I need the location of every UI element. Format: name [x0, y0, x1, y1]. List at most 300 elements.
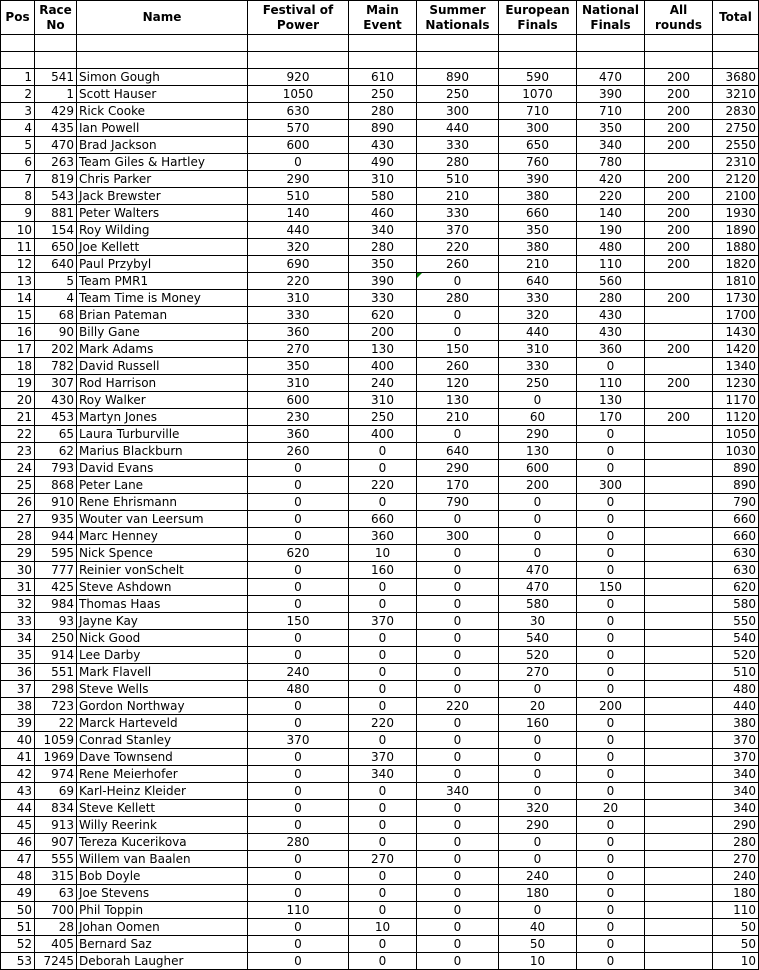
name-cell[interactable]: Joe Stevens [77, 885, 248, 902]
main-event-cell[interactable]: 310 [349, 171, 417, 188]
name-cell[interactable]: Rene Ehrismann [77, 494, 248, 511]
european-finals-cell[interactable]: 1070 [499, 86, 577, 103]
national-finals-cell[interactable]: 150 [577, 579, 645, 596]
festival-of-power-cell[interactable]: 600 [248, 392, 349, 409]
pos-cell[interactable]: 39 [1, 715, 35, 732]
festival-of-power-cell[interactable]: 0 [248, 596, 349, 613]
empty-cell[interactable] [645, 35, 713, 52]
total-cell[interactable]: 270 [713, 851, 759, 868]
race-no-cell[interactable]: 28 [35, 919, 77, 936]
empty-cell[interactable] [499, 35, 577, 52]
total-cell[interactable]: 550 [713, 613, 759, 630]
name-cell[interactable]: Nick Spence [77, 545, 248, 562]
pos-cell[interactable]: 36 [1, 664, 35, 681]
main-event-cell[interactable]: 340 [349, 766, 417, 783]
festival-of-power-cell[interactable]: 0 [248, 953, 349, 970]
european-finals-cell[interactable]: 590 [499, 69, 577, 86]
empty-cell[interactable] [417, 35, 499, 52]
main-event-cell[interactable]: 270 [349, 851, 417, 868]
european-finals-cell[interactable]: 390 [499, 171, 577, 188]
race-no-cell[interactable]: 470 [35, 137, 77, 154]
summer-nationals-cell[interactable]: 0 [417, 630, 499, 647]
summer-nationals-cell[interactable]: 150 [417, 341, 499, 358]
summer-nationals-cell[interactable]: 0 [417, 664, 499, 681]
festival-of-power-cell[interactable]: 110 [248, 902, 349, 919]
pos-cell[interactable]: 40 [1, 732, 35, 749]
main-event-cell[interactable]: 280 [349, 239, 417, 256]
name-cell[interactable]: Paul Przybyl [77, 256, 248, 273]
total-cell[interactable]: 1700 [713, 307, 759, 324]
all-rounds-cell[interactable]: 200 [645, 239, 713, 256]
name-cell[interactable]: Roy Walker [77, 392, 248, 409]
national-finals-cell[interactable]: 0 [577, 851, 645, 868]
summer-nationals-cell[interactable]: 0 [417, 596, 499, 613]
pos-cell[interactable]: 37 [1, 681, 35, 698]
all-rounds-cell[interactable] [645, 817, 713, 834]
name-cell[interactable]: Lee Darby [77, 647, 248, 664]
total-cell[interactable]: 620 [713, 579, 759, 596]
pos-cell[interactable]: 47 [1, 851, 35, 868]
festival-of-power-cell[interactable]: 0 [248, 698, 349, 715]
main-event-cell[interactable]: 0 [349, 936, 417, 953]
summer-nationals-cell[interactable]: 370 [417, 222, 499, 239]
european-finals-cell[interactable]: 0 [499, 851, 577, 868]
race-no-cell[interactable]: 62 [35, 443, 77, 460]
header-all-rounds[interactable]: All rounds [645, 1, 713, 35]
national-finals-cell[interactable]: 0 [577, 919, 645, 936]
summer-nationals-cell[interactable]: 0 [417, 868, 499, 885]
main-event-cell[interactable]: 0 [349, 868, 417, 885]
pos-cell[interactable]: 34 [1, 630, 35, 647]
all-rounds-cell[interactable]: 200 [645, 120, 713, 137]
name-cell[interactable]: Rod Harrison [77, 375, 248, 392]
main-event-cell[interactable]: 200 [349, 324, 417, 341]
pos-cell[interactable]: 53 [1, 953, 35, 970]
summer-nationals-cell[interactable]: 340 [417, 783, 499, 800]
all-rounds-cell[interactable] [645, 392, 713, 409]
summer-nationals-cell[interactable]: 280 [417, 154, 499, 171]
total-cell[interactable]: 290 [713, 817, 759, 834]
pos-cell[interactable]: 20 [1, 392, 35, 409]
festival-of-power-cell[interactable]: 480 [248, 681, 349, 698]
national-finals-cell[interactable]: 360 [577, 341, 645, 358]
all-rounds-cell[interactable] [645, 528, 713, 545]
summer-nationals-cell[interactable]: 260 [417, 256, 499, 273]
all-rounds-cell[interactable]: 200 [645, 188, 713, 205]
national-finals-cell[interactable]: 220 [577, 188, 645, 205]
total-cell[interactable]: 540 [713, 630, 759, 647]
header-festival-of-power[interactable]: Festival of Power [248, 1, 349, 35]
pos-cell[interactable]: 43 [1, 783, 35, 800]
festival-of-power-cell[interactable]: 1050 [248, 86, 349, 103]
main-event-cell[interactable]: 610 [349, 69, 417, 86]
race-no-cell[interactable]: 555 [35, 851, 77, 868]
summer-nationals-cell[interactable]: 0 [417, 273, 499, 290]
all-rounds-cell[interactable]: 200 [645, 256, 713, 273]
european-finals-cell[interactable]: 50 [499, 936, 577, 953]
name-cell[interactable]: Rick Cooke [77, 103, 248, 120]
total-cell[interactable]: 50 [713, 936, 759, 953]
festival-of-power-cell[interactable]: 240 [248, 664, 349, 681]
festival-of-power-cell[interactable]: 690 [248, 256, 349, 273]
summer-nationals-cell[interactable]: 0 [417, 732, 499, 749]
national-finals-cell[interactable]: 0 [577, 596, 645, 613]
national-finals-cell[interactable]: 190 [577, 222, 645, 239]
summer-nationals-cell[interactable]: 640 [417, 443, 499, 460]
main-event-cell[interactable]: 0 [349, 834, 417, 851]
national-finals-cell[interactable]: 0 [577, 817, 645, 834]
national-finals-cell[interactable]: 0 [577, 426, 645, 443]
national-finals-cell[interactable]: 0 [577, 613, 645, 630]
festival-of-power-cell[interactable]: 220 [248, 273, 349, 290]
all-rounds-cell[interactable] [645, 953, 713, 970]
race-no-cell[interactable]: 250 [35, 630, 77, 647]
festival-of-power-cell[interactable]: 0 [248, 511, 349, 528]
header-name[interactable]: Name [77, 1, 248, 35]
festival-of-power-cell[interactable]: 0 [248, 766, 349, 783]
all-rounds-cell[interactable] [645, 307, 713, 324]
name-cell[interactable]: Peter Walters [77, 205, 248, 222]
pos-cell[interactable]: 52 [1, 936, 35, 953]
name-cell[interactable]: Jayne Kay [77, 613, 248, 630]
name-cell[interactable]: Peter Lane [77, 477, 248, 494]
race-no-cell[interactable]: 881 [35, 205, 77, 222]
national-finals-cell[interactable]: 0 [577, 885, 645, 902]
main-event-cell[interactable]: 580 [349, 188, 417, 205]
festival-of-power-cell[interactable]: 260 [248, 443, 349, 460]
name-cell[interactable]: Team Giles & Hartley [77, 154, 248, 171]
summer-nationals-cell[interactable]: 0 [417, 817, 499, 834]
pos-cell[interactable]: 18 [1, 358, 35, 375]
summer-nationals-cell[interactable]: 0 [417, 324, 499, 341]
total-cell[interactable]: 180 [713, 885, 759, 902]
summer-nationals-cell[interactable]: 0 [417, 851, 499, 868]
european-finals-cell[interactable]: 210 [499, 256, 577, 273]
total-cell[interactable]: 380 [713, 715, 759, 732]
empty-cell[interactable] [77, 35, 248, 52]
european-finals-cell[interactable]: 250 [499, 375, 577, 392]
summer-nationals-cell[interactable]: 330 [417, 205, 499, 222]
summer-nationals-cell[interactable]: 0 [417, 715, 499, 732]
all-rounds-cell[interactable] [645, 460, 713, 477]
main-event-cell[interactable]: 0 [349, 596, 417, 613]
all-rounds-cell[interactable] [645, 596, 713, 613]
name-cell[interactable]: Bernard Saz [77, 936, 248, 953]
total-cell[interactable]: 790 [713, 494, 759, 511]
race-no-cell[interactable]: 777 [35, 562, 77, 579]
name-cell[interactable]: Phil Toppin [77, 902, 248, 919]
empty-cell[interactable] [248, 52, 349, 69]
total-cell[interactable]: 630 [713, 545, 759, 562]
national-finals-cell[interactable]: 0 [577, 528, 645, 545]
summer-nationals-cell[interactable]: 130 [417, 392, 499, 409]
summer-nationals-cell[interactable]: 0 [417, 800, 499, 817]
summer-nationals-cell[interactable]: 0 [417, 426, 499, 443]
all-rounds-cell[interactable] [645, 834, 713, 851]
summer-nationals-cell[interactable]: 290 [417, 460, 499, 477]
festival-of-power-cell[interactable]: 150 [248, 613, 349, 630]
race-no-cell[interactable]: 5 [35, 273, 77, 290]
race-no-cell[interactable]: 405 [35, 936, 77, 953]
total-cell[interactable]: 3210 [713, 86, 759, 103]
pos-cell[interactable]: 33 [1, 613, 35, 630]
total-cell[interactable]: 3680 [713, 69, 759, 86]
race-no-cell[interactable]: 22 [35, 715, 77, 732]
race-no-cell[interactable]: 974 [35, 766, 77, 783]
total-cell[interactable]: 1170 [713, 392, 759, 409]
total-cell[interactable]: 340 [713, 766, 759, 783]
national-finals-cell[interactable]: 0 [577, 494, 645, 511]
header-european-finals[interactable]: European Finals [499, 1, 577, 35]
name-cell[interactable]: Gordon Northway [77, 698, 248, 715]
european-finals-cell[interactable]: 0 [499, 545, 577, 562]
festival-of-power-cell[interactable]: 0 [248, 919, 349, 936]
national-finals-cell[interactable]: 0 [577, 902, 645, 919]
national-finals-cell[interactable]: 0 [577, 783, 645, 800]
european-finals-cell[interactable]: 580 [499, 596, 577, 613]
name-cell[interactable]: Jack Brewster [77, 188, 248, 205]
national-finals-cell[interactable]: 430 [577, 307, 645, 324]
main-event-cell[interactable]: 490 [349, 154, 417, 171]
national-finals-cell[interactable]: 110 [577, 256, 645, 273]
pos-cell[interactable]: 14 [1, 290, 35, 307]
name-cell[interactable]: Dave Townsend [77, 749, 248, 766]
name-cell[interactable]: Martyn Jones [77, 409, 248, 426]
race-no-cell[interactable]: 1969 [35, 749, 77, 766]
pos-cell[interactable]: 17 [1, 341, 35, 358]
main-event-cell[interactable]: 890 [349, 120, 417, 137]
national-finals-cell[interactable]: 0 [577, 545, 645, 562]
national-finals-cell[interactable]: 0 [577, 681, 645, 698]
festival-of-power-cell[interactable]: 600 [248, 137, 349, 154]
race-no-cell[interactable]: 93 [35, 613, 77, 630]
race-no-cell[interactable]: 723 [35, 698, 77, 715]
main-event-cell[interactable]: 330 [349, 290, 417, 307]
national-finals-cell[interactable]: 0 [577, 562, 645, 579]
empty-cell[interactable] [349, 35, 417, 52]
pos-cell[interactable]: 31 [1, 579, 35, 596]
european-finals-cell[interactable]: 0 [499, 494, 577, 511]
all-rounds-cell[interactable] [645, 749, 713, 766]
festival-of-power-cell[interactable]: 510 [248, 188, 349, 205]
summer-nationals-cell[interactable]: 170 [417, 477, 499, 494]
european-finals-cell[interactable]: 20 [499, 698, 577, 715]
total-cell[interactable]: 660 [713, 511, 759, 528]
european-finals-cell[interactable]: 0 [499, 732, 577, 749]
national-finals-cell[interactable]: 480 [577, 239, 645, 256]
summer-nationals-cell[interactable]: 120 [417, 375, 499, 392]
total-cell[interactable]: 1820 [713, 256, 759, 273]
european-finals-cell[interactable]: 40 [499, 919, 577, 936]
summer-nationals-cell[interactable]: 0 [417, 562, 499, 579]
main-event-cell[interactable]: 0 [349, 783, 417, 800]
total-cell[interactable]: 440 [713, 698, 759, 715]
national-finals-cell[interactable]: 0 [577, 715, 645, 732]
empty-cell[interactable] [577, 52, 645, 69]
festival-of-power-cell[interactable]: 360 [248, 324, 349, 341]
pos-cell[interactable]: 46 [1, 834, 35, 851]
national-finals-cell[interactable]: 0 [577, 511, 645, 528]
national-finals-cell[interactable]: 300 [577, 477, 645, 494]
european-finals-cell[interactable]: 0 [499, 681, 577, 698]
pos-cell[interactable]: 45 [1, 817, 35, 834]
total-cell[interactable]: 580 [713, 596, 759, 613]
main-event-cell[interactable]: 130 [349, 341, 417, 358]
race-no-cell[interactable]: 834 [35, 800, 77, 817]
name-cell[interactable]: Brian Pateman [77, 307, 248, 324]
all-rounds-cell[interactable] [645, 851, 713, 868]
total-cell[interactable]: 890 [713, 460, 759, 477]
all-rounds-cell[interactable] [645, 800, 713, 817]
name-cell[interactable]: Tereza Kucerikova [77, 834, 248, 851]
main-event-cell[interactable]: 620 [349, 307, 417, 324]
pos-cell[interactable]: 35 [1, 647, 35, 664]
all-rounds-cell[interactable]: 200 [645, 69, 713, 86]
total-cell[interactable]: 50 [713, 919, 759, 936]
all-rounds-cell[interactable] [645, 936, 713, 953]
main-event-cell[interactable]: 0 [349, 953, 417, 970]
european-finals-cell[interactable]: 30 [499, 613, 577, 630]
total-cell[interactable]: 1120 [713, 409, 759, 426]
summer-nationals-cell[interactable]: 300 [417, 528, 499, 545]
name-cell[interactable]: Joe Kellett [77, 239, 248, 256]
pos-cell[interactable]: 51 [1, 919, 35, 936]
national-finals-cell[interactable]: 340 [577, 137, 645, 154]
european-finals-cell[interactable]: 470 [499, 579, 577, 596]
main-event-cell[interactable]: 160 [349, 562, 417, 579]
race-no-cell[interactable]: 543 [35, 188, 77, 205]
header-total[interactable]: Total [713, 1, 759, 35]
festival-of-power-cell[interactable]: 360 [248, 426, 349, 443]
national-finals-cell[interactable]: 280 [577, 290, 645, 307]
festival-of-power-cell[interactable]: 0 [248, 647, 349, 664]
summer-nationals-cell[interactable]: 0 [417, 545, 499, 562]
all-rounds-cell[interactable] [645, 426, 713, 443]
summer-nationals-cell[interactable]: 0 [417, 936, 499, 953]
name-cell[interactable]: Johan Oomen [77, 919, 248, 936]
summer-nationals-cell[interactable]: 210 [417, 188, 499, 205]
name-cell[interactable]: Marc Henney [77, 528, 248, 545]
total-cell[interactable]: 2550 [713, 137, 759, 154]
european-finals-cell[interactable]: 380 [499, 239, 577, 256]
european-finals-cell[interactable]: 640 [499, 273, 577, 290]
total-cell[interactable]: 1730 [713, 290, 759, 307]
summer-nationals-cell[interactable]: 0 [417, 834, 499, 851]
summer-nationals-cell[interactable]: 510 [417, 171, 499, 188]
name-cell[interactable]: Nick Good [77, 630, 248, 647]
festival-of-power-cell[interactable]: 0 [248, 579, 349, 596]
national-finals-cell[interactable]: 0 [577, 664, 645, 681]
summer-nationals-cell[interactable]: 0 [417, 749, 499, 766]
all-rounds-cell[interactable] [645, 613, 713, 630]
total-cell[interactable]: 1430 [713, 324, 759, 341]
total-cell[interactable]: 370 [713, 749, 759, 766]
header-main-event[interactable]: Main Event [349, 1, 417, 35]
summer-nationals-cell[interactable]: 330 [417, 137, 499, 154]
race-no-cell[interactable]: 69 [35, 783, 77, 800]
summer-nationals-cell[interactable]: 0 [417, 902, 499, 919]
national-finals-cell[interactable]: 390 [577, 86, 645, 103]
pos-cell[interactable]: 2 [1, 86, 35, 103]
name-cell[interactable]: Team Time is Money [77, 290, 248, 307]
empty-cell[interactable] [1, 52, 35, 69]
summer-nationals-cell[interactable]: 0 [417, 613, 499, 630]
main-event-cell[interactable]: 0 [349, 443, 417, 460]
european-finals-cell[interactable]: 310 [499, 341, 577, 358]
all-rounds-cell[interactable] [645, 698, 713, 715]
main-event-cell[interactable]: 460 [349, 205, 417, 222]
total-cell[interactable]: 10 [713, 953, 759, 970]
european-finals-cell[interactable]: 520 [499, 647, 577, 664]
total-cell[interactable]: 2830 [713, 103, 759, 120]
european-finals-cell[interactable]: 320 [499, 307, 577, 324]
national-finals-cell[interactable]: 20 [577, 800, 645, 817]
european-finals-cell[interactable]: 760 [499, 154, 577, 171]
race-no-cell[interactable]: 819 [35, 171, 77, 188]
all-rounds-cell[interactable]: 200 [645, 205, 713, 222]
european-finals-cell[interactable]: 330 [499, 358, 577, 375]
european-finals-cell[interactable]: 710 [499, 103, 577, 120]
race-no-cell[interactable]: 700 [35, 902, 77, 919]
festival-of-power-cell[interactable]: 0 [248, 851, 349, 868]
all-rounds-cell[interactable] [645, 358, 713, 375]
total-cell[interactable]: 1810 [713, 273, 759, 290]
race-no-cell[interactable]: 425 [35, 579, 77, 596]
race-no-cell[interactable]: 984 [35, 596, 77, 613]
european-finals-cell[interactable]: 130 [499, 443, 577, 460]
national-finals-cell[interactable]: 0 [577, 460, 645, 477]
main-event-cell[interactable]: 220 [349, 477, 417, 494]
race-no-cell[interactable]: 793 [35, 460, 77, 477]
main-event-cell[interactable]: 0 [349, 664, 417, 681]
total-cell[interactable]: 630 [713, 562, 759, 579]
main-event-cell[interactable]: 0 [349, 681, 417, 698]
main-event-cell[interactable]: 0 [349, 494, 417, 511]
main-event-cell[interactable]: 0 [349, 817, 417, 834]
summer-nationals-cell[interactable]: 440 [417, 120, 499, 137]
festival-of-power-cell[interactable]: 570 [248, 120, 349, 137]
main-event-cell[interactable]: 340 [349, 222, 417, 239]
national-finals-cell[interactable]: 0 [577, 358, 645, 375]
european-finals-cell[interactable]: 380 [499, 188, 577, 205]
pos-cell[interactable]: 42 [1, 766, 35, 783]
national-finals-cell[interactable]: 0 [577, 749, 645, 766]
main-event-cell[interactable]: 660 [349, 511, 417, 528]
main-event-cell[interactable]: 0 [349, 630, 417, 647]
pos-cell[interactable]: 3 [1, 103, 35, 120]
european-finals-cell[interactable]: 270 [499, 664, 577, 681]
national-finals-cell[interactable]: 0 [577, 936, 645, 953]
national-finals-cell[interactable]: 710 [577, 103, 645, 120]
national-finals-cell[interactable]: 780 [577, 154, 645, 171]
festival-of-power-cell[interactable]: 280 [248, 834, 349, 851]
national-finals-cell[interactable]: 110 [577, 375, 645, 392]
race-no-cell[interactable]: 1 [35, 86, 77, 103]
summer-nationals-cell[interactable]: 0 [417, 919, 499, 936]
festival-of-power-cell[interactable]: 290 [248, 171, 349, 188]
festival-of-power-cell[interactable]: 0 [248, 154, 349, 171]
national-finals-cell[interactable]: 0 [577, 868, 645, 885]
national-finals-cell[interactable]: 560 [577, 273, 645, 290]
race-no-cell[interactable]: 868 [35, 477, 77, 494]
race-no-cell[interactable]: 202 [35, 341, 77, 358]
festival-of-power-cell[interactable]: 0 [248, 817, 349, 834]
empty-cell[interactable] [499, 52, 577, 69]
european-finals-cell[interactable]: 350 [499, 222, 577, 239]
name-cell[interactable]: Bob Doyle [77, 868, 248, 885]
all-rounds-cell[interactable] [645, 154, 713, 171]
national-finals-cell[interactable]: 430 [577, 324, 645, 341]
